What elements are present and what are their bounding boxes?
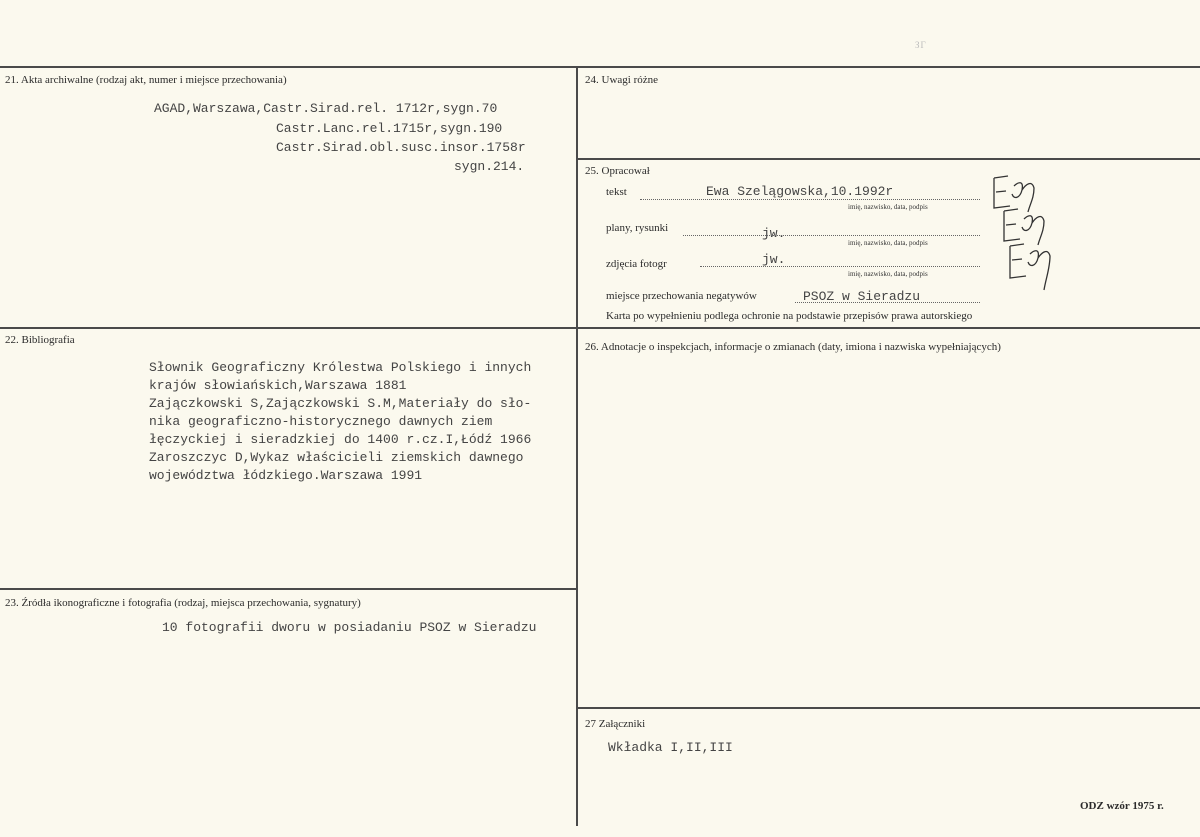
miejsce-value: PSOZ w Sieradzu (803, 289, 921, 304)
plany-value: jw. (762, 226, 786, 241)
s21-line-3: Castr.Sirad.obl.susc.insor.1758r (276, 140, 526, 155)
rule-left-1 (0, 327, 577, 329)
tekst-value: Ewa Szelągowska,10.1992r (706, 184, 894, 199)
s22-line-2: krajów słowiańskich,Warszawa 1881 (149, 378, 407, 393)
s22-line-1: Słownik Geograficzny Królestwa Polskiego i innych (149, 360, 532, 375)
s21-line-2: Castr.Lanc.rel.1715r,sygn.190 (276, 121, 503, 136)
s23-text: 10 fotografii dworu w posiadaniu PSOZ w Sieradzu (162, 620, 537, 635)
s22-line-7: województwa łódzkiego.Warszawa 1991 (149, 468, 423, 483)
section-23-label: 23. Źródła ikonograficzne i fotografia (rodzaj, miejsca przechowania, sygnatury) (5, 597, 361, 609)
signature-3 (1000, 240, 1060, 295)
caption-3: imię, nazwisko, data, podpis (848, 270, 928, 278)
section-22-label: 22. Bibliografia (5, 334, 75, 346)
miejsce-label: miejsce przechowania negatywów (606, 290, 757, 302)
form-footer: ODZ wzór 1975 r. (1080, 800, 1164, 812)
s21-line-1: AGAD,Warszawa,Castr.Sirad.rel. 1712r,sygn.70 (154, 101, 498, 116)
faint-stamp: ЗГ (915, 40, 927, 50)
tekst-dotline (640, 199, 980, 200)
zdjecia-label: zdjęcia fotogr (606, 258, 667, 270)
section-21-label: 21. Akta archiwalne (rodzaj akt, numer i miejsce przechowania) (5, 74, 287, 86)
copyright-note: Karta po wypełnieniu podlega ochronie na podstawie przepisów prawa autorskiego (606, 310, 973, 322)
plany-label: plany, rysunki (606, 222, 669, 234)
s22-line-5: łęczyckiej i sieradzkiej do 1400 r.cz.I,Łódź 1966 (149, 432, 532, 447)
zdjecia-value: jw. (762, 252, 786, 267)
s27-value: Wkładka I,II,III (608, 740, 733, 755)
section-27-label: 27 Załączniki (585, 718, 646, 730)
plany-dotline (683, 235, 980, 236)
zdjecia-dotline (700, 266, 980, 267)
rule-left-2 (0, 588, 577, 590)
section-26-label: 26. Adnotacje o inspekcjach, informacje o zmianach (daty, imiona i nazwiska wypełniających) (585, 341, 1001, 353)
tekst-label: tekst (606, 186, 627, 198)
rule-right-2 (577, 327, 1200, 329)
miejsce-dotline (795, 302, 980, 303)
section-24-label: 24. Uwagi różne (585, 74, 659, 86)
top-rule (0, 66, 1200, 68)
rule-right-3 (577, 707, 1200, 709)
caption-2: imię, nazwisko, data, podpis (848, 239, 928, 247)
section-25-label: 25. Opracował (585, 165, 650, 177)
rule-right-1 (577, 158, 1200, 160)
s22-line-3: Zajączkowski S,Zajączkowski S.M,Materiały do sło- (149, 396, 532, 411)
s22-line-4: nika geograficzno-historycznego dawnych ziem (149, 414, 493, 429)
caption-1: imię, nazwisko, data, podpis (848, 203, 928, 211)
s22-line-6: Zaroszczyc D,Wykaz właścicieli ziemskich dawnego (149, 450, 524, 465)
s21-line-4: sygn.214. (454, 159, 525, 174)
center-divider (576, 66, 578, 826)
